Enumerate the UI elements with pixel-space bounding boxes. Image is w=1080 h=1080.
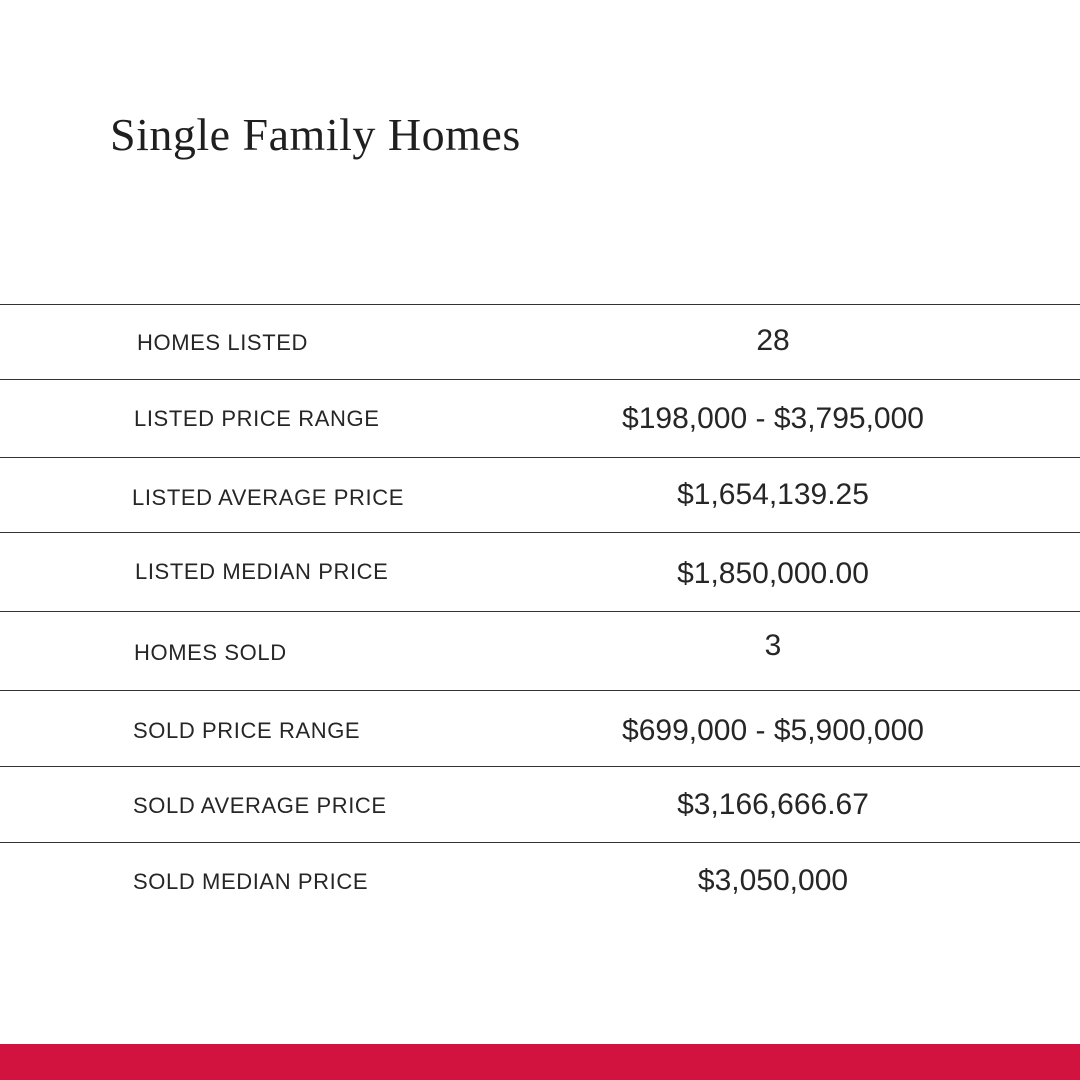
stat-value: $699,000 - $5,900,000 xyxy=(622,714,924,747)
stat-label: SOLD MEDIAN PRICE xyxy=(133,869,369,894)
stat-row-sold-median-price xyxy=(0,842,1080,922)
stat-value: $1,654,139.25 xyxy=(677,478,869,511)
stat-row-listed-average-price xyxy=(0,457,1080,532)
stat-row-sold-price-range xyxy=(0,690,1080,766)
stat-label: SOLD AVERAGE PRICE xyxy=(133,793,387,818)
stat-value: $3,166,666.67 xyxy=(677,788,869,821)
page-title: Single Family Homes xyxy=(110,109,521,160)
stat-value: 3 xyxy=(764,629,782,662)
stats-table xyxy=(0,304,1080,922)
stat-row-sold-average-price xyxy=(0,766,1080,842)
stat-label: HOMES SOLD xyxy=(134,640,287,665)
stat-label: LISTED MEDIAN PRICE xyxy=(135,559,389,584)
stat-label: SOLD PRICE RANGE xyxy=(133,718,361,743)
stat-value: 28 xyxy=(756,324,790,357)
stat-value: $1,850,000.00 xyxy=(677,557,869,590)
stat-row-homes-sold xyxy=(0,611,1080,690)
stat-value: $3,050,000 xyxy=(697,864,849,897)
stat-row-homes-listed xyxy=(0,304,1080,379)
accent-footer-bar xyxy=(0,1044,1080,1080)
stat-row-listed-price-range xyxy=(0,379,1080,457)
stat-label: LISTED PRICE RANGE xyxy=(134,406,380,431)
stat-label: LISTED AVERAGE PRICE xyxy=(132,485,405,510)
stat-label: HOMES LISTED xyxy=(137,330,309,355)
stat-row-listed-median-price xyxy=(0,532,1080,611)
stat-value: $198,000 - $3,795,000 xyxy=(622,402,924,435)
